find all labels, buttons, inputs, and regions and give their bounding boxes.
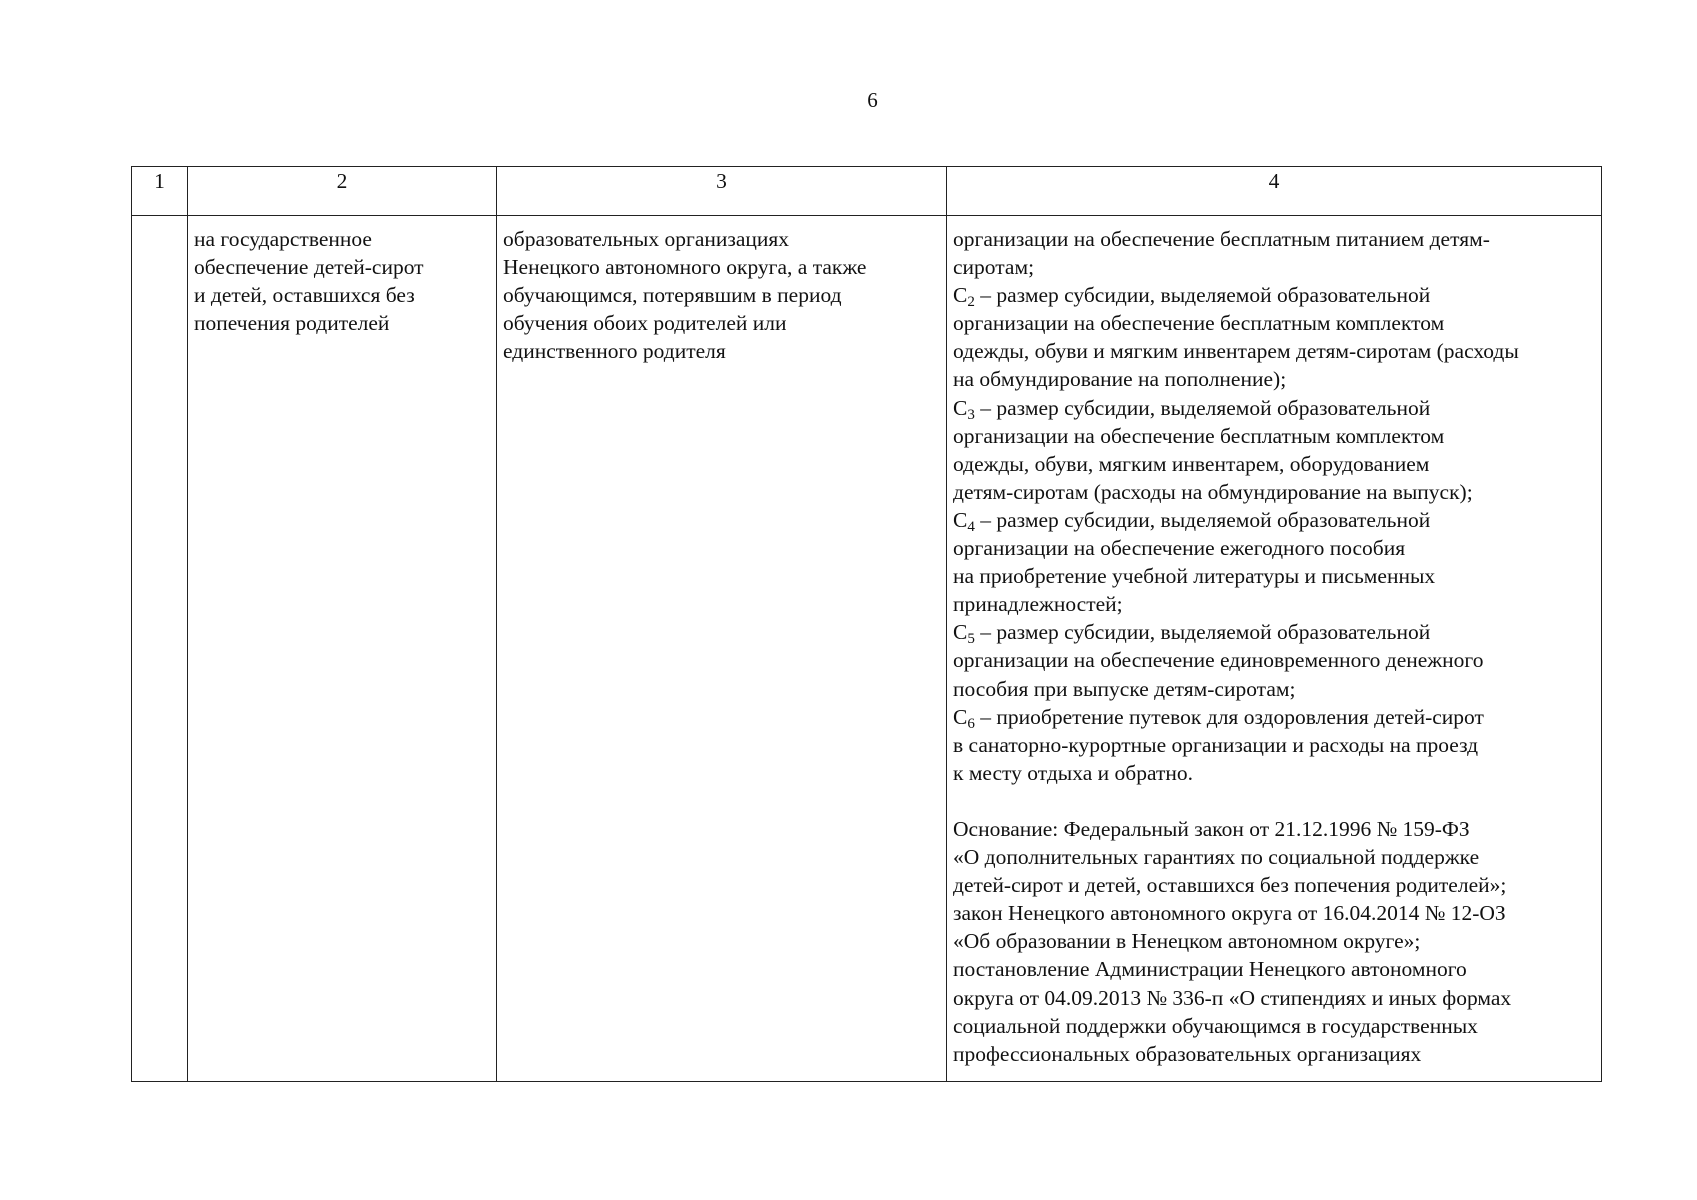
col2-line: обеспечение детей-сирот	[194, 255, 424, 280]
col4-item-line: одежды, обуви и мягким инвентарем детям-сиротам (расходы	[953, 339, 1519, 364]
basis-line: округа от 04.09.2013 № 336-п «О стипендиях и иных формах	[953, 985, 1512, 1010]
item-text: – размер субсидии, выделяемой образовательной	[974, 507, 1431, 532]
col4-item-line: одежды, обуви, мягким инвентарем, оборудованием	[953, 451, 1430, 476]
col4-item-c3	[953, 394, 1595, 422]
variable-index: 6	[967, 715, 975, 732]
paragraph-gap	[953, 787, 1595, 815]
col4-item-c2	[953, 281, 1595, 309]
cell-col-1	[132, 216, 188, 1082]
basis-line: Основание: Федеральный закон от 21.12.1996 № 159-ФЗ	[953, 816, 1470, 841]
col4-intro-line: сиротам;	[953, 255, 1035, 280]
page-number: 6	[867, 88, 878, 112]
basis-line: детей-сирот и детей, оставшихся без попечения родителей»;	[953, 873, 1507, 898]
col4-item-line: организации на обеспечение единовременного денежного	[953, 648, 1484, 673]
col4-item-c4	[953, 506, 1595, 534]
variable-symbol: C	[953, 704, 968, 729]
subsidy-table	[131, 166, 1602, 1082]
col4-item-c6	[953, 703, 1595, 731]
header-col-2: 2	[188, 167, 497, 216]
table-row	[132, 216, 1602, 1082]
variable-symbol: C	[953, 507, 968, 532]
variable-symbol: C	[953, 283, 968, 308]
variable-symbol: C	[953, 620, 968, 645]
item-text: – приобретение путевок для оздоровления детей-сирот	[974, 704, 1484, 729]
col3-line: обучения обоих родителей или	[503, 311, 787, 336]
variable-index: 3	[967, 406, 975, 423]
col4-item-line: организации на обеспечение бесплатным комплектом	[953, 423, 1445, 448]
variable-index: 4	[967, 518, 975, 535]
cell-col-4	[947, 216, 1602, 1082]
col4-item-line: детям-сиротам (расходы на обмундирование на выпуск);	[953, 479, 1473, 504]
col2-line: и детей, оставшихся без	[194, 283, 415, 308]
col3-line: образовательных организациях	[503, 227, 790, 251]
item-text: – размер субсидии, выделяемой образовательной	[974, 620, 1431, 645]
cell-col-2	[188, 216, 497, 1082]
basis-line: закон Ненецкого автономного округа от 16.04.2014 № 12-ОЗ	[953, 901, 1506, 926]
header-col-3: 3	[497, 167, 947, 216]
cell-col-3	[497, 216, 947, 1082]
header-col-4: 4	[947, 167, 1602, 216]
col4-item-line: на приобретение учебной литературы и письменных	[953, 564, 1436, 589]
header-col-1: 1	[132, 167, 188, 216]
col2-line: на государственное	[194, 227, 372, 251]
variable-index: 2	[967, 293, 975, 310]
basis-line: «Об образовании в Ненецком автономном округе»;	[953, 929, 1421, 954]
table-header-row	[132, 167, 1602, 216]
col4-item-line: в санаторно-курортные организации и расходы на проезд	[953, 732, 1479, 757]
basis-line: профессиональных образовательных организациях	[953, 1041, 1422, 1066]
col4-item-line: принадлежностей;	[953, 592, 1123, 617]
col4-item-line: к месту отдыха и обратно.	[953, 760, 1193, 785]
col4-item-line: пособия при выпуске детям-сиротам;	[953, 676, 1296, 701]
basis-line: социальной поддержки обучающимся в государственных	[953, 1013, 1478, 1038]
col4-item-c5	[953, 618, 1595, 646]
col4-item-line: организации на обеспечение бесплатным комплектом	[953, 311, 1445, 336]
variable-symbol: C	[953, 395, 968, 420]
col3-line: единственного родителя	[503, 339, 726, 364]
col4-item-line: на обмундирование на пополнение);	[953, 367, 1287, 392]
col4-intro-line: организации на обеспечение бесплатным питанием детям-	[953, 227, 1490, 251]
basis-line: постановление Администрации Ненецкого автономного	[953, 957, 1467, 982]
col3-line: Ненецкого автономного округа, а также	[503, 255, 867, 280]
item-text: – размер субсидии, выделяемой образовательной	[974, 283, 1431, 308]
col2-line: попечения родителей	[194, 311, 390, 336]
col3-line: обучающимся, потерявшим в период	[503, 283, 842, 308]
variable-index: 5	[967, 631, 975, 648]
basis-line: «О дополнительных гарантиях по социальной поддержке	[953, 845, 1480, 870]
col4-item-line: организации на обеспечение ежегодного пособия	[953, 536, 1406, 561]
item-text: – размер субсидии, выделяемой образовательной	[974, 395, 1431, 420]
